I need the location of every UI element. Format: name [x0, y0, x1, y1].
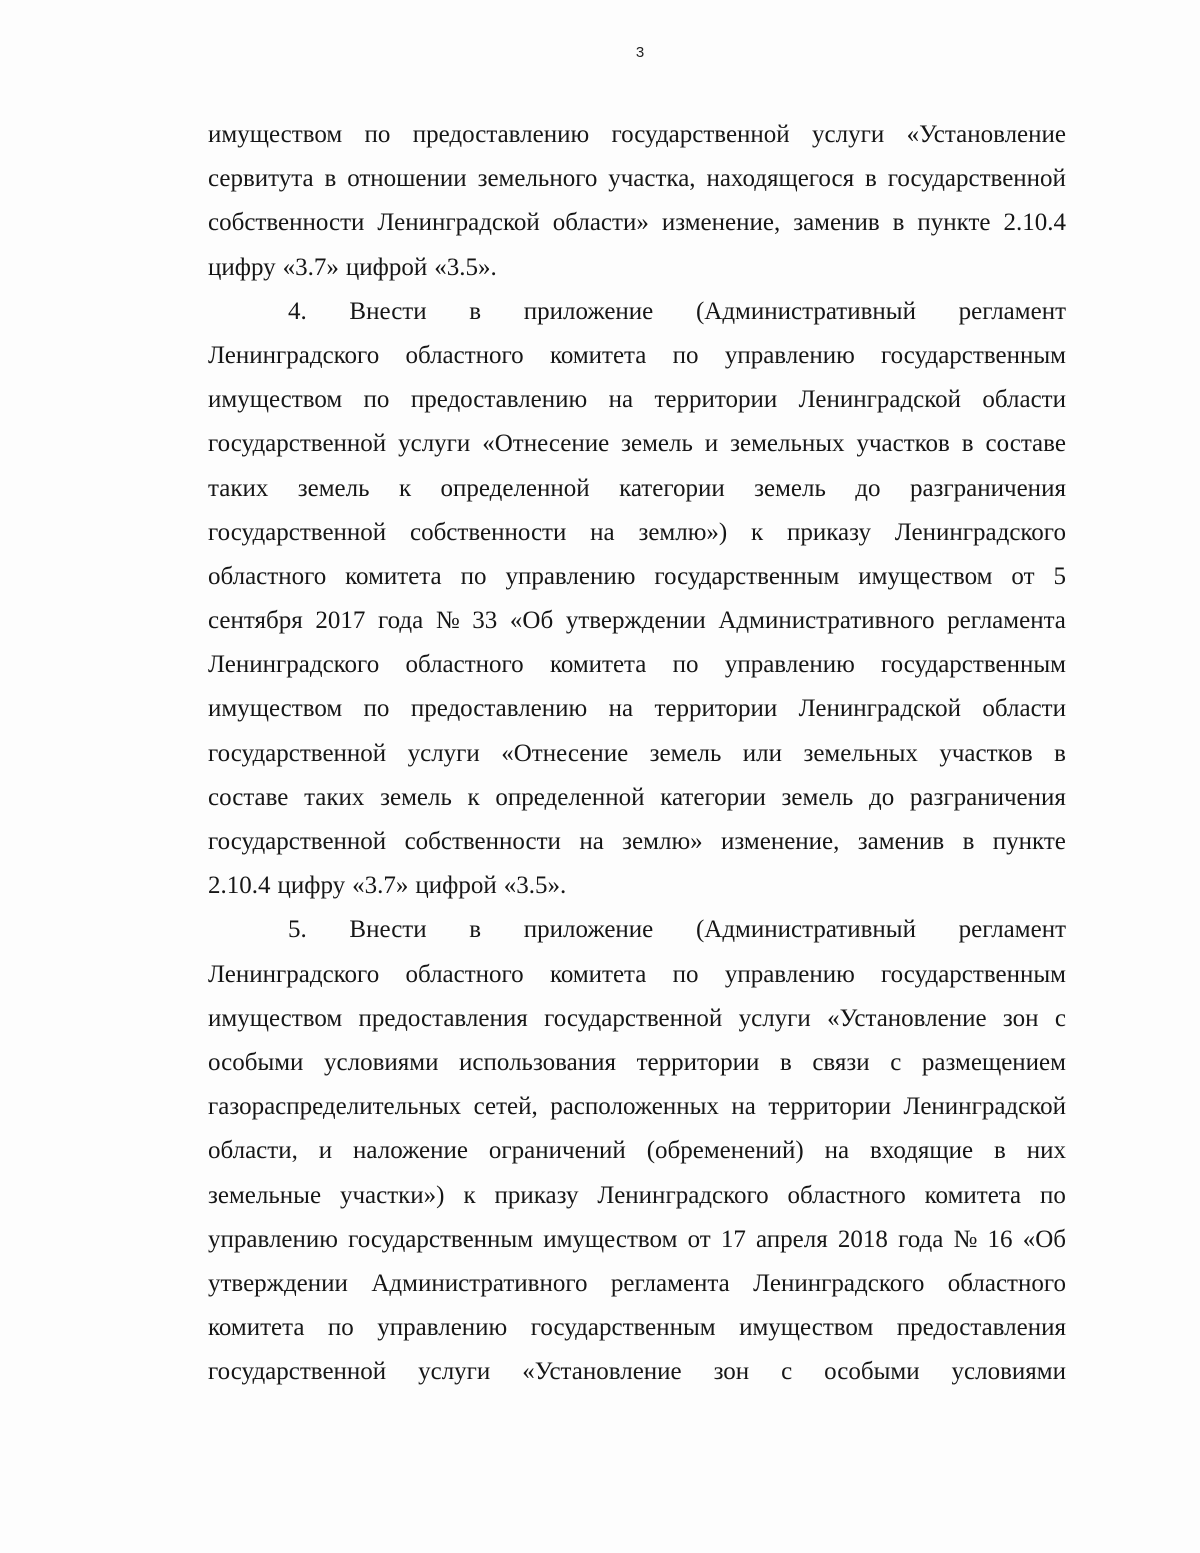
word: имуществом [208, 695, 343, 723]
word: категории [619, 474, 725, 502]
word: по [672, 960, 699, 988]
word: до [855, 474, 881, 502]
word: к [463, 1181, 476, 1209]
word: в [961, 430, 974, 458]
word: комитета [345, 562, 442, 590]
word: Административного [718, 607, 935, 635]
word: собственности [404, 828, 561, 855]
word: наложение [353, 1137, 468, 1165]
word: к [398, 474, 412, 502]
text-line [208, 157, 1066, 201]
word: приказу [786, 518, 871, 546]
word: регламент [958, 916, 1066, 944]
word: газораспределительных [208, 1093, 462, 1121]
word: с [781, 1358, 793, 1386]
word: в [324, 165, 337, 193]
word: управлению [724, 341, 855, 369]
text-line [208, 113, 1066, 157]
word: территории [654, 386, 778, 414]
word: предоставления [896, 1314, 1066, 1342]
text-line [208, 1218, 1066, 1262]
word: на [824, 1137, 850, 1165]
word: «Об [509, 607, 554, 635]
word: по [1040, 1181, 1066, 1209]
word: разграничения [909, 474, 1066, 502]
word: участка, [608, 165, 696, 193]
text-line [208, 334, 1066, 378]
word: земельные [208, 1181, 322, 1209]
word: находящегося [706, 165, 855, 193]
word: в [469, 916, 482, 944]
word: № [435, 607, 460, 635]
word: на [590, 518, 615, 546]
word: государственным [881, 341, 1066, 369]
word: услуги [418, 1358, 491, 1386]
word: услуги [812, 121, 885, 148]
text-line [208, 201, 1066, 245]
word: земель [380, 783, 452, 811]
word: на [731, 1093, 756, 1121]
word: «Установление [827, 1004, 987, 1032]
word: цифру [208, 253, 276, 281]
word: с [890, 1048, 902, 1076]
word: собственности [208, 209, 365, 237]
text-line [208, 555, 1066, 599]
word: землю») [638, 518, 728, 546]
word: и [318, 1137, 333, 1165]
text-line [208, 1129, 1066, 1173]
word: Ленинградского [208, 341, 380, 369]
word: «Отнесение [501, 739, 629, 767]
word: предоставлению [410, 695, 588, 723]
word: земельного [477, 165, 598, 193]
word: «3.7» [352, 872, 409, 900]
word: области, [208, 1137, 298, 1165]
word: апреля [756, 1225, 828, 1253]
text-line [208, 1041, 1066, 1085]
word: по [363, 695, 390, 723]
word: на [608, 695, 634, 723]
word: использования [459, 1048, 617, 1076]
word: собственности [409, 518, 567, 546]
text-line [208, 776, 1066, 820]
word: (обременений) [646, 1137, 804, 1165]
word: государственным [881, 651, 1066, 679]
text-line [208, 997, 1066, 1041]
word: сервитута [208, 165, 314, 193]
word: областного [405, 341, 524, 369]
word: условиями [324, 1048, 439, 1076]
text-line [208, 864, 1066, 908]
text-line [208, 1262, 1066, 1306]
text-line [208, 1174, 1066, 1218]
word: областного [405, 960, 524, 988]
word: № [953, 1225, 978, 1253]
word: на [579, 828, 604, 855]
word: категории [660, 783, 766, 811]
word: государственной [208, 828, 387, 855]
word: заменив [793, 209, 880, 237]
word: 33 [472, 607, 498, 635]
text-line [208, 643, 1066, 687]
word: областного [787, 1181, 906, 1209]
word: и [704, 430, 719, 458]
word: размещением [921, 1048, 1066, 1076]
word: определенной [440, 474, 590, 502]
word: Ленинградского [753, 1269, 925, 1297]
word: 5 [1053, 562, 1066, 590]
word: от [1011, 562, 1035, 590]
word: комитета [208, 1314, 305, 1342]
word: участков [856, 430, 950, 458]
word: заменив [857, 828, 945, 855]
word: государственной [887, 165, 1066, 193]
word: Внести [349, 916, 427, 944]
word: управлению [377, 1314, 508, 1342]
word: цифру [277, 872, 346, 900]
word: комитета [924, 1181, 1022, 1209]
word: землю» [622, 828, 703, 855]
word: (Административный [695, 916, 916, 944]
word: них [1026, 1137, 1066, 1165]
word: ограничений [488, 1137, 626, 1165]
word: входящие [870, 1137, 974, 1165]
word: в [892, 209, 905, 237]
word: имуществом [858, 562, 993, 590]
word: земель [781, 783, 854, 811]
word: «Установление [522, 1358, 682, 1386]
word: управлению [724, 651, 855, 679]
word: земельных [803, 739, 918, 767]
text-line [208, 1306, 1066, 1350]
document-body [208, 113, 1066, 1394]
word: условиями [951, 1358, 1066, 1386]
word: зон [1002, 1004, 1039, 1032]
text-line [208, 953, 1066, 997]
text-line [208, 378, 1066, 422]
word: разграничения [909, 783, 1066, 811]
word: изменение, [721, 828, 840, 855]
word: государственной [208, 1358, 387, 1386]
word: земель [621, 430, 693, 458]
word: земель [754, 474, 826, 502]
text-line [208, 599, 1066, 643]
word: сентября [208, 607, 303, 635]
word: 16 [987, 1225, 1013, 1253]
word: «3.5». [434, 253, 497, 281]
text-line [208, 422, 1066, 466]
word: земель [649, 739, 722, 767]
word: пункте [992, 828, 1066, 855]
word: участков [939, 739, 1033, 767]
word: земельных [730, 430, 845, 458]
word: государственным [654, 562, 840, 590]
word: территории [636, 1048, 760, 1076]
word: области [982, 386, 1066, 414]
word: комитета [549, 651, 647, 679]
word: 2018 [837, 1225, 888, 1253]
word: приложение [523, 297, 654, 325]
word: составе [208, 783, 289, 811]
word: областного [405, 651, 524, 679]
word: государственным [881, 960, 1066, 988]
word: определенной [495, 783, 645, 811]
word: от [687, 1225, 711, 1253]
text-line [208, 1350, 1066, 1394]
word: таких [304, 783, 365, 811]
word: Ленинградского [208, 960, 380, 988]
word: земель [297, 474, 370, 502]
word: «3.7» [282, 253, 339, 281]
word: Ленинградской [798, 386, 962, 414]
word: регламент [958, 297, 1066, 325]
word: связи [812, 1048, 870, 1076]
word: в [1054, 739, 1066, 767]
word: государственным [348, 1225, 534, 1253]
word: изменение, [661, 209, 781, 237]
word: или [742, 739, 783, 767]
word: по [672, 341, 699, 369]
word: отношении [347, 165, 467, 193]
text-line [208, 732, 1066, 776]
word: Внести [349, 297, 427, 325]
word: по [327, 1314, 354, 1342]
word: особыми [208, 1048, 304, 1076]
word: имуществом [739, 1314, 874, 1342]
word: Ленинградской [798, 695, 962, 723]
word: имуществом [208, 386, 343, 414]
word: Ленинградской [377, 209, 540, 237]
word: таких [208, 474, 269, 502]
word: областного [208, 562, 327, 590]
word: 2.10.4 [208, 872, 271, 900]
word: 5. [288, 916, 307, 944]
text-line [208, 687, 1066, 731]
word: территории [768, 1093, 892, 1121]
word: регламента [947, 607, 1066, 635]
word: территории [654, 695, 778, 723]
word: утверждении [208, 1269, 348, 1297]
word: «Об [1022, 1225, 1066, 1253]
word: предоставлению [410, 386, 588, 414]
word: пункте [917, 209, 991, 237]
word: «Установление [906, 121, 1066, 148]
word: имуществом [208, 1004, 343, 1032]
word: в [865, 165, 877, 193]
word: 2.10.4 [1003, 209, 1066, 237]
word: имуществом [543, 1225, 678, 1253]
word: приказу [494, 1181, 579, 1209]
page-number: 3 [635, 44, 645, 61]
word: в [962, 828, 975, 855]
text-line [208, 467, 1066, 511]
word: Ленинградского [208, 651, 380, 679]
word: особыми [824, 1358, 920, 1386]
word: областного [947, 1269, 1066, 1297]
text-line [208, 820, 1066, 864]
text-line [208, 511, 1066, 555]
word: сетей, [473, 1093, 538, 1121]
word: 17 [720, 1225, 746, 1253]
word: управлению [208, 1225, 338, 1253]
word: на [608, 386, 634, 414]
word: управлению [724, 960, 855, 988]
word: области [982, 695, 1066, 723]
word: в [994, 1137, 1006, 1165]
word: имуществом [208, 121, 343, 148]
word: области» [552, 209, 649, 237]
word: государственной [544, 1004, 723, 1032]
word: к [751, 518, 764, 546]
word: приложение [523, 916, 654, 944]
word: Ленинградской [903, 1093, 1066, 1121]
word: участки») [339, 1181, 445, 1209]
word: по [672, 651, 699, 679]
word: комитета [549, 341, 647, 369]
text-line [208, 908, 1066, 952]
word: в [469, 297, 482, 325]
word: регламента [610, 1269, 730, 1297]
word: предоставлению [412, 121, 590, 148]
word: года [377, 607, 424, 635]
word: услуги [407, 739, 480, 767]
word: управлению [505, 562, 636, 590]
word: расположенных [550, 1093, 719, 1121]
word: цифрой [345, 253, 428, 281]
word: к [467, 783, 480, 811]
word: (Административный [695, 297, 916, 325]
word: составе [985, 430, 1066, 458]
word: 4. [288, 297, 307, 325]
word: по [460, 562, 487, 590]
word: комитета [549, 960, 647, 988]
word: Ленинградского [597, 1181, 769, 1209]
word: по [363, 386, 390, 414]
text-line [208, 290, 1066, 334]
word: до [868, 783, 895, 811]
text-line [208, 246, 1066, 290]
word: государственной [208, 518, 387, 546]
word: государственной [611, 121, 790, 148]
word: государственной [208, 430, 387, 458]
word: года [898, 1225, 944, 1253]
word: «Отнесение [482, 430, 610, 458]
word: «3.5». [503, 872, 567, 900]
word: по [364, 121, 391, 148]
word: услуги [738, 1004, 811, 1032]
word: услуги [398, 430, 471, 458]
text-line [208, 1085, 1066, 1129]
word: в [779, 1048, 792, 1076]
word: государственным [530, 1314, 716, 1342]
word: государственной [208, 739, 387, 767]
word: предоставления [358, 1004, 528, 1032]
word: Административного [371, 1269, 588, 1297]
word: цифрой [415, 872, 497, 900]
word: Ленинградского [894, 518, 1066, 546]
word: с [1054, 1004, 1066, 1032]
word: зон [713, 1358, 750, 1386]
word: 2017 [315, 607, 366, 635]
word: утверждении [565, 607, 706, 635]
